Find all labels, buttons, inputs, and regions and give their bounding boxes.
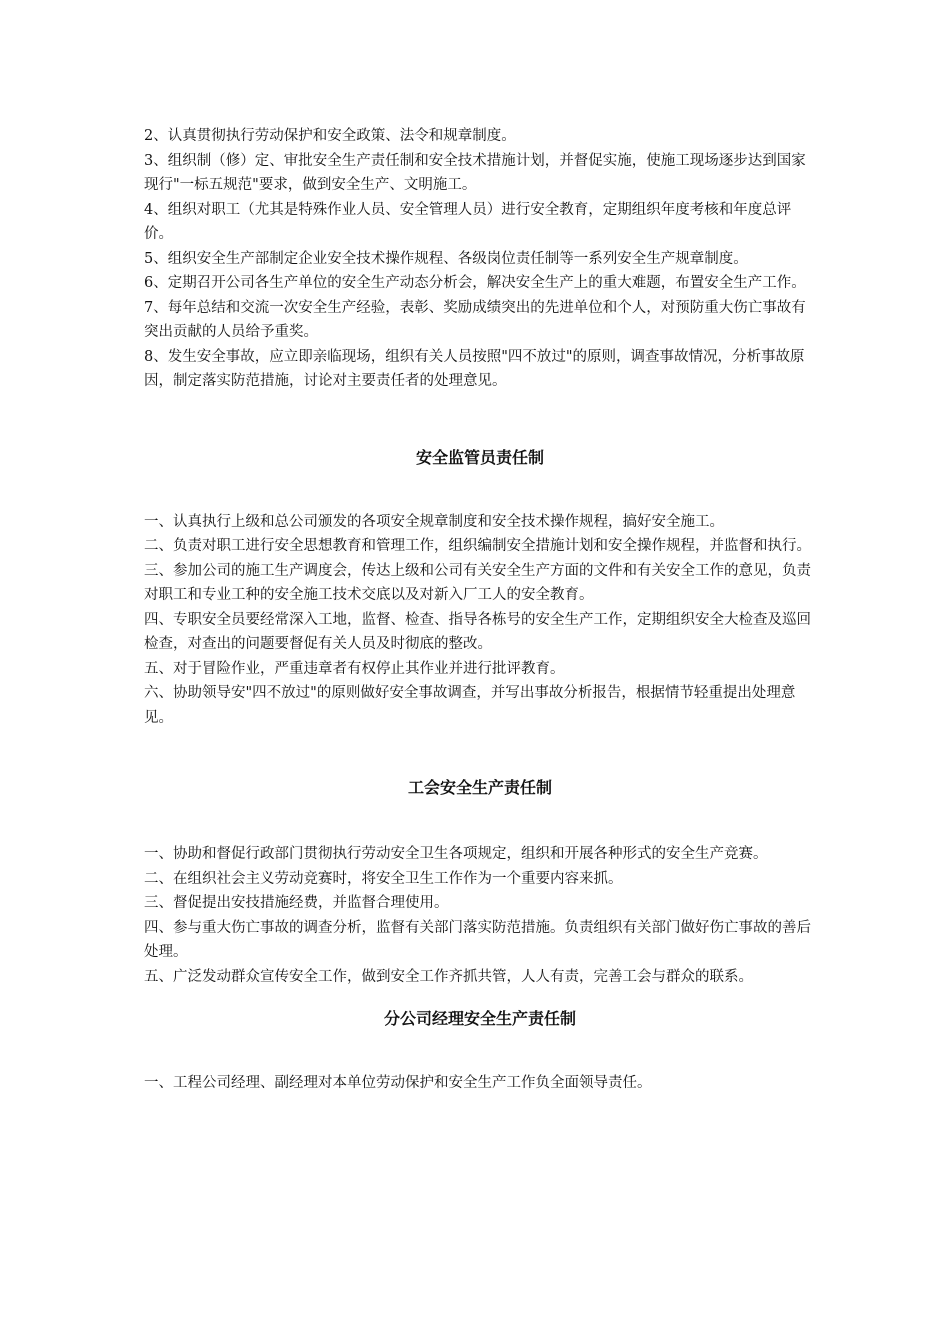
section-intro <box>144 124 816 394</box>
paragraph: 五、广泛发动群众宣传安全工作，做到安全工作齐抓共管，人人有责，完善工会与群众的联系。 <box>144 968 753 985</box>
paragraph: 四、专职安全员要经常深入工地，监督、检查、指导各栋号的安全生产工作，定期组织安全大检查及巡回检查，对查出的问题要督促有关人员及时彻底的整改。 <box>144 611 811 652</box>
section-supervisor <box>144 510 816 731</box>
paragraph: 三、参加公司的施工生产调度会，传达上级和公司有关安全生产方面的文件和有关安全工作的意见，负责对职工和专业工种的安全施工技术交底以及对新入厂工人的安全教育。 <box>144 562 811 603</box>
document-page <box>144 124 816 1096</box>
paragraph: 一、协助和督促行政部门贯彻执行劳动安全卫生各项规定，组织和开展各种形式的安全生产竞赛。 <box>144 846 768 862</box>
paragraph: 2、认真贯彻执行劳动保护和安全政策、法令和规章制度。 <box>144 128 516 144</box>
paragraph: 一、工程公司经理、副经理对本单位劳动保护和安全生产工作负全面领导责任。 <box>144 1075 652 1091</box>
section-union <box>144 842 816 989</box>
paragraph: 5、组织安全生产部制定企业安全技术操作规程、各级岗位责任制等一系列安全生产规章制度。 <box>144 250 748 267</box>
section-heading-union: 工会安全生产责任制 <box>407 778 552 797</box>
paragraph: 8、发生安全事故，应立即亲临现场，组织有关人员按照"四不放过"的原则，调查事故情况，分析事故原因，制定落实防范措施，讨论对主要责任者的处理意见。 <box>144 348 805 389</box>
paragraph: 四、参与重大伤亡事故的调查分析，监督有关部门落实防范措施。负责组织有关部门做好伤亡事故的善后处理。 <box>144 919 811 960</box>
paragraph: 二、在组织社会主义劳动竞赛时，将安全卫生工作作为一个重要内容来抓。 <box>144 870 623 887</box>
paragraph: 五、对于冒险作业，严重违章者有权停止其作业并进行批评教育。 <box>144 660 565 677</box>
section-heading-branch: 分公司经理安全生产责任制 <box>383 1009 576 1028</box>
paragraph: 六、协助领导安"四不放过"的原则做好安全事故调查，并写出事故分析报告，根据情节轻重提出处理意见。 <box>144 685 796 726</box>
paragraph: 4、组织对职工（尤其是特殊作业人员、安全管理人员）进行安全教育，定期组织年度考核和年度总评价。 <box>144 201 792 242</box>
paragraph: 3、组织制（修）定、审批安全生产责任制和安全技术措施计划，并督促实施，使施工现场逐步达到国家现行"一标五规范"要求，做到安全生产、文明施工。 <box>144 152 806 193</box>
section-heading-supervisor: 安全监管员责任制 <box>415 447 544 467</box>
paragraph: 6、定期召开公司各生产单位的安全生产动态分析会，解决安全生产上的重大难题，布置安全生产工作。 <box>144 275 806 291</box>
paragraph: 7、每年总结和交流一次安全生产经验，表彰、奖励成绩突出的先进单位和个人，对预防重大伤亡事故有突出贡献的人员给予重奖。 <box>144 299 806 340</box>
section-branch <box>144 1071 816 1096</box>
paragraph: 三、督促提出安技措施经费，并监督合理使用。 <box>144 895 449 911</box>
paragraph: 二、负责对职工进行安全思想教育和管理工作，组织编制安全措施计划和安全操作规程，并监督和执行。 <box>144 538 811 554</box>
paragraph: 一、认真执行上级和总公司颁发的各项安全规章制度和安全技术操作规程，搞好安全施工。 <box>144 513 724 530</box>
